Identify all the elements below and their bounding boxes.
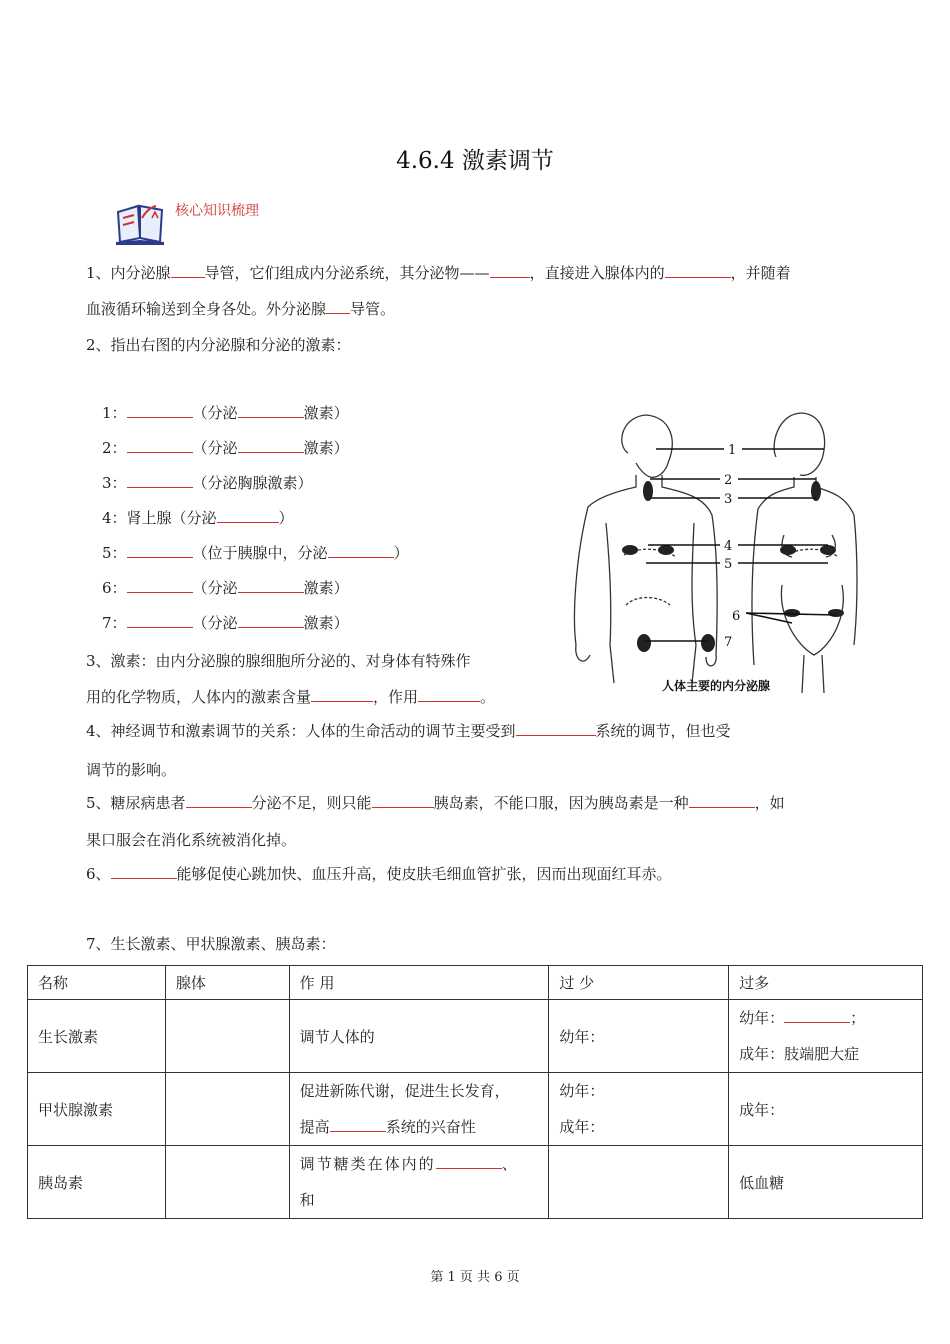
table-cell: 甲状腺激素 <box>28 1073 166 1146</box>
figure-label-4: 4 <box>724 539 733 554</box>
table-cell: 幼年： 成年： <box>549 1073 729 1146</box>
blank[interactable] <box>238 402 304 418</box>
table-row <box>28 1073 923 1146</box>
table-cell: 调节人体的 <box>289 1000 549 1073</box>
table-header: 腺体 <box>165 966 289 1000</box>
blank[interactable] <box>127 437 193 453</box>
blank[interactable] <box>127 472 193 488</box>
blank[interactable] <box>311 686 373 702</box>
table-row <box>28 1146 923 1219</box>
table-cell[interactable] <box>165 1146 289 1219</box>
blank[interactable] <box>784 1007 850 1023</box>
question-7: 7、生长激素、甲状腺激素、胰岛素： <box>86 935 336 953</box>
blank[interactable] <box>516 720 596 736</box>
blank[interactable] <box>238 577 304 593</box>
blank[interactable] <box>330 1116 386 1132</box>
blank[interactable] <box>127 577 193 593</box>
blank[interactable] <box>418 686 480 702</box>
table-header: 作 用 <box>289 966 549 1000</box>
question-1-line-2: 血液循环输送到全身各处。外分泌腺 导管。 <box>86 300 396 318</box>
table-cell[interactable] <box>549 1146 729 1219</box>
blank[interactable] <box>111 863 177 879</box>
table-header: 过多 <box>729 966 923 1000</box>
gland-item-4: 4：肾上腺（分泌 ） <box>102 509 294 527</box>
hormone-table <box>27 965 923 1219</box>
gland-item-1: 1： （分泌 激素） <box>102 404 349 422</box>
table-cell[interactable] <box>165 1073 289 1146</box>
gland-item-5: 5： （位于胰腺中，分泌 ） <box>102 544 409 562</box>
blank[interactable] <box>238 612 304 628</box>
gland-item-7: 7： （分泌 激素） <box>102 614 349 632</box>
page-title: 4.6.4 激素调节 <box>396 148 554 174</box>
question-4-line-1: 4、神经调节和激素调节的关系：人体的生命活动的调节主要受到 系统的调节，但也受 <box>86 722 731 740</box>
table-cell: 幼年： ； 成年：肢端肥大症 <box>729 1000 923 1073</box>
figure-caption: 人体主要的内分泌腺 <box>662 679 771 693</box>
question-3-line-2: 用的化学物质，人体内的激素含量 ，作用 。 <box>86 688 496 706</box>
blank[interactable] <box>328 542 394 558</box>
blank[interactable] <box>372 792 434 808</box>
table-row <box>28 1000 923 1073</box>
blank[interactable] <box>171 262 205 278</box>
figure-label-6: 6 <box>732 609 741 624</box>
table-cell[interactable] <box>165 1000 289 1073</box>
blank[interactable] <box>436 1153 502 1169</box>
figure-label-5: 5 <box>724 557 733 572</box>
blank[interactable] <box>689 792 755 808</box>
gland-item-3: 3： （分泌胸腺激素） <box>102 474 313 492</box>
table-header: 过 少 <box>549 966 729 1000</box>
question-4-line-2: 调节的影响。 <box>86 761 177 779</box>
table-cell: 幼年： <box>549 1000 729 1073</box>
gland-item-2: 2： （分泌 激素） <box>102 439 349 457</box>
question-1-line-1: 1、内分泌腺 导管，它们组成内分泌系统，其分泌物—— ，直接进入腺体内的 ，并随着 <box>86 264 791 282</box>
blank[interactable] <box>326 298 350 314</box>
page-footer: 第 1 页 共 6 页 <box>430 1270 520 1285</box>
figure-label-2: 2 <box>724 473 733 488</box>
question-5-line-2: 果口服会在消化系统被消化掉。 <box>86 831 297 849</box>
blank[interactable] <box>127 402 193 418</box>
section-title: 核心知识梳理 <box>175 203 259 219</box>
table-cell: 调节糖类在体内的 、 和 <box>289 1146 549 1219</box>
question-6: 6、 能够促使心跳加快、血压升高，使皮肤毛细血管扩张，因而出现面红耳赤。 <box>86 865 672 883</box>
blank[interactable] <box>127 542 193 558</box>
table-header: 名称 <box>28 966 166 1000</box>
figure-label-3: 3 <box>724 492 733 507</box>
question-3-line-1: 3、激素：由内分泌腺的腺细胞所分泌的、对身体有特殊作 <box>86 652 471 670</box>
figure-label-7: 7 <box>724 635 733 650</box>
table-cell: 低血糖 <box>729 1146 923 1219</box>
table-header-row <box>28 966 923 1000</box>
question-5-line-1: 5、糖尿病患者 分泌不足，则只能 胰岛素，不能口服，因为胰岛素是一种 ，如 <box>86 794 785 812</box>
book-icon <box>112 198 168 246</box>
table-cell: 促进新陈代谢，促进生长发育， 提高 系统的兴奋性 <box>289 1073 549 1146</box>
gland-item-6: 6： （分泌 激素） <box>102 579 349 597</box>
question-2: 2、指出右图的内分泌腺和分泌的激素： <box>86 336 351 354</box>
figure-label-1: 1 <box>728 443 737 458</box>
blank[interactable] <box>217 507 279 523</box>
blank[interactable] <box>127 612 193 628</box>
blank[interactable] <box>665 262 731 278</box>
blank[interactable] <box>238 437 304 453</box>
endocrine-gland-figure <box>566 405 860 697</box>
blank[interactable] <box>490 262 530 278</box>
blank[interactable] <box>186 792 252 808</box>
table-cell: 成年： <box>729 1073 923 1146</box>
table-cell: 生长激素 <box>28 1000 166 1073</box>
table-cell: 胰岛素 <box>28 1146 166 1219</box>
